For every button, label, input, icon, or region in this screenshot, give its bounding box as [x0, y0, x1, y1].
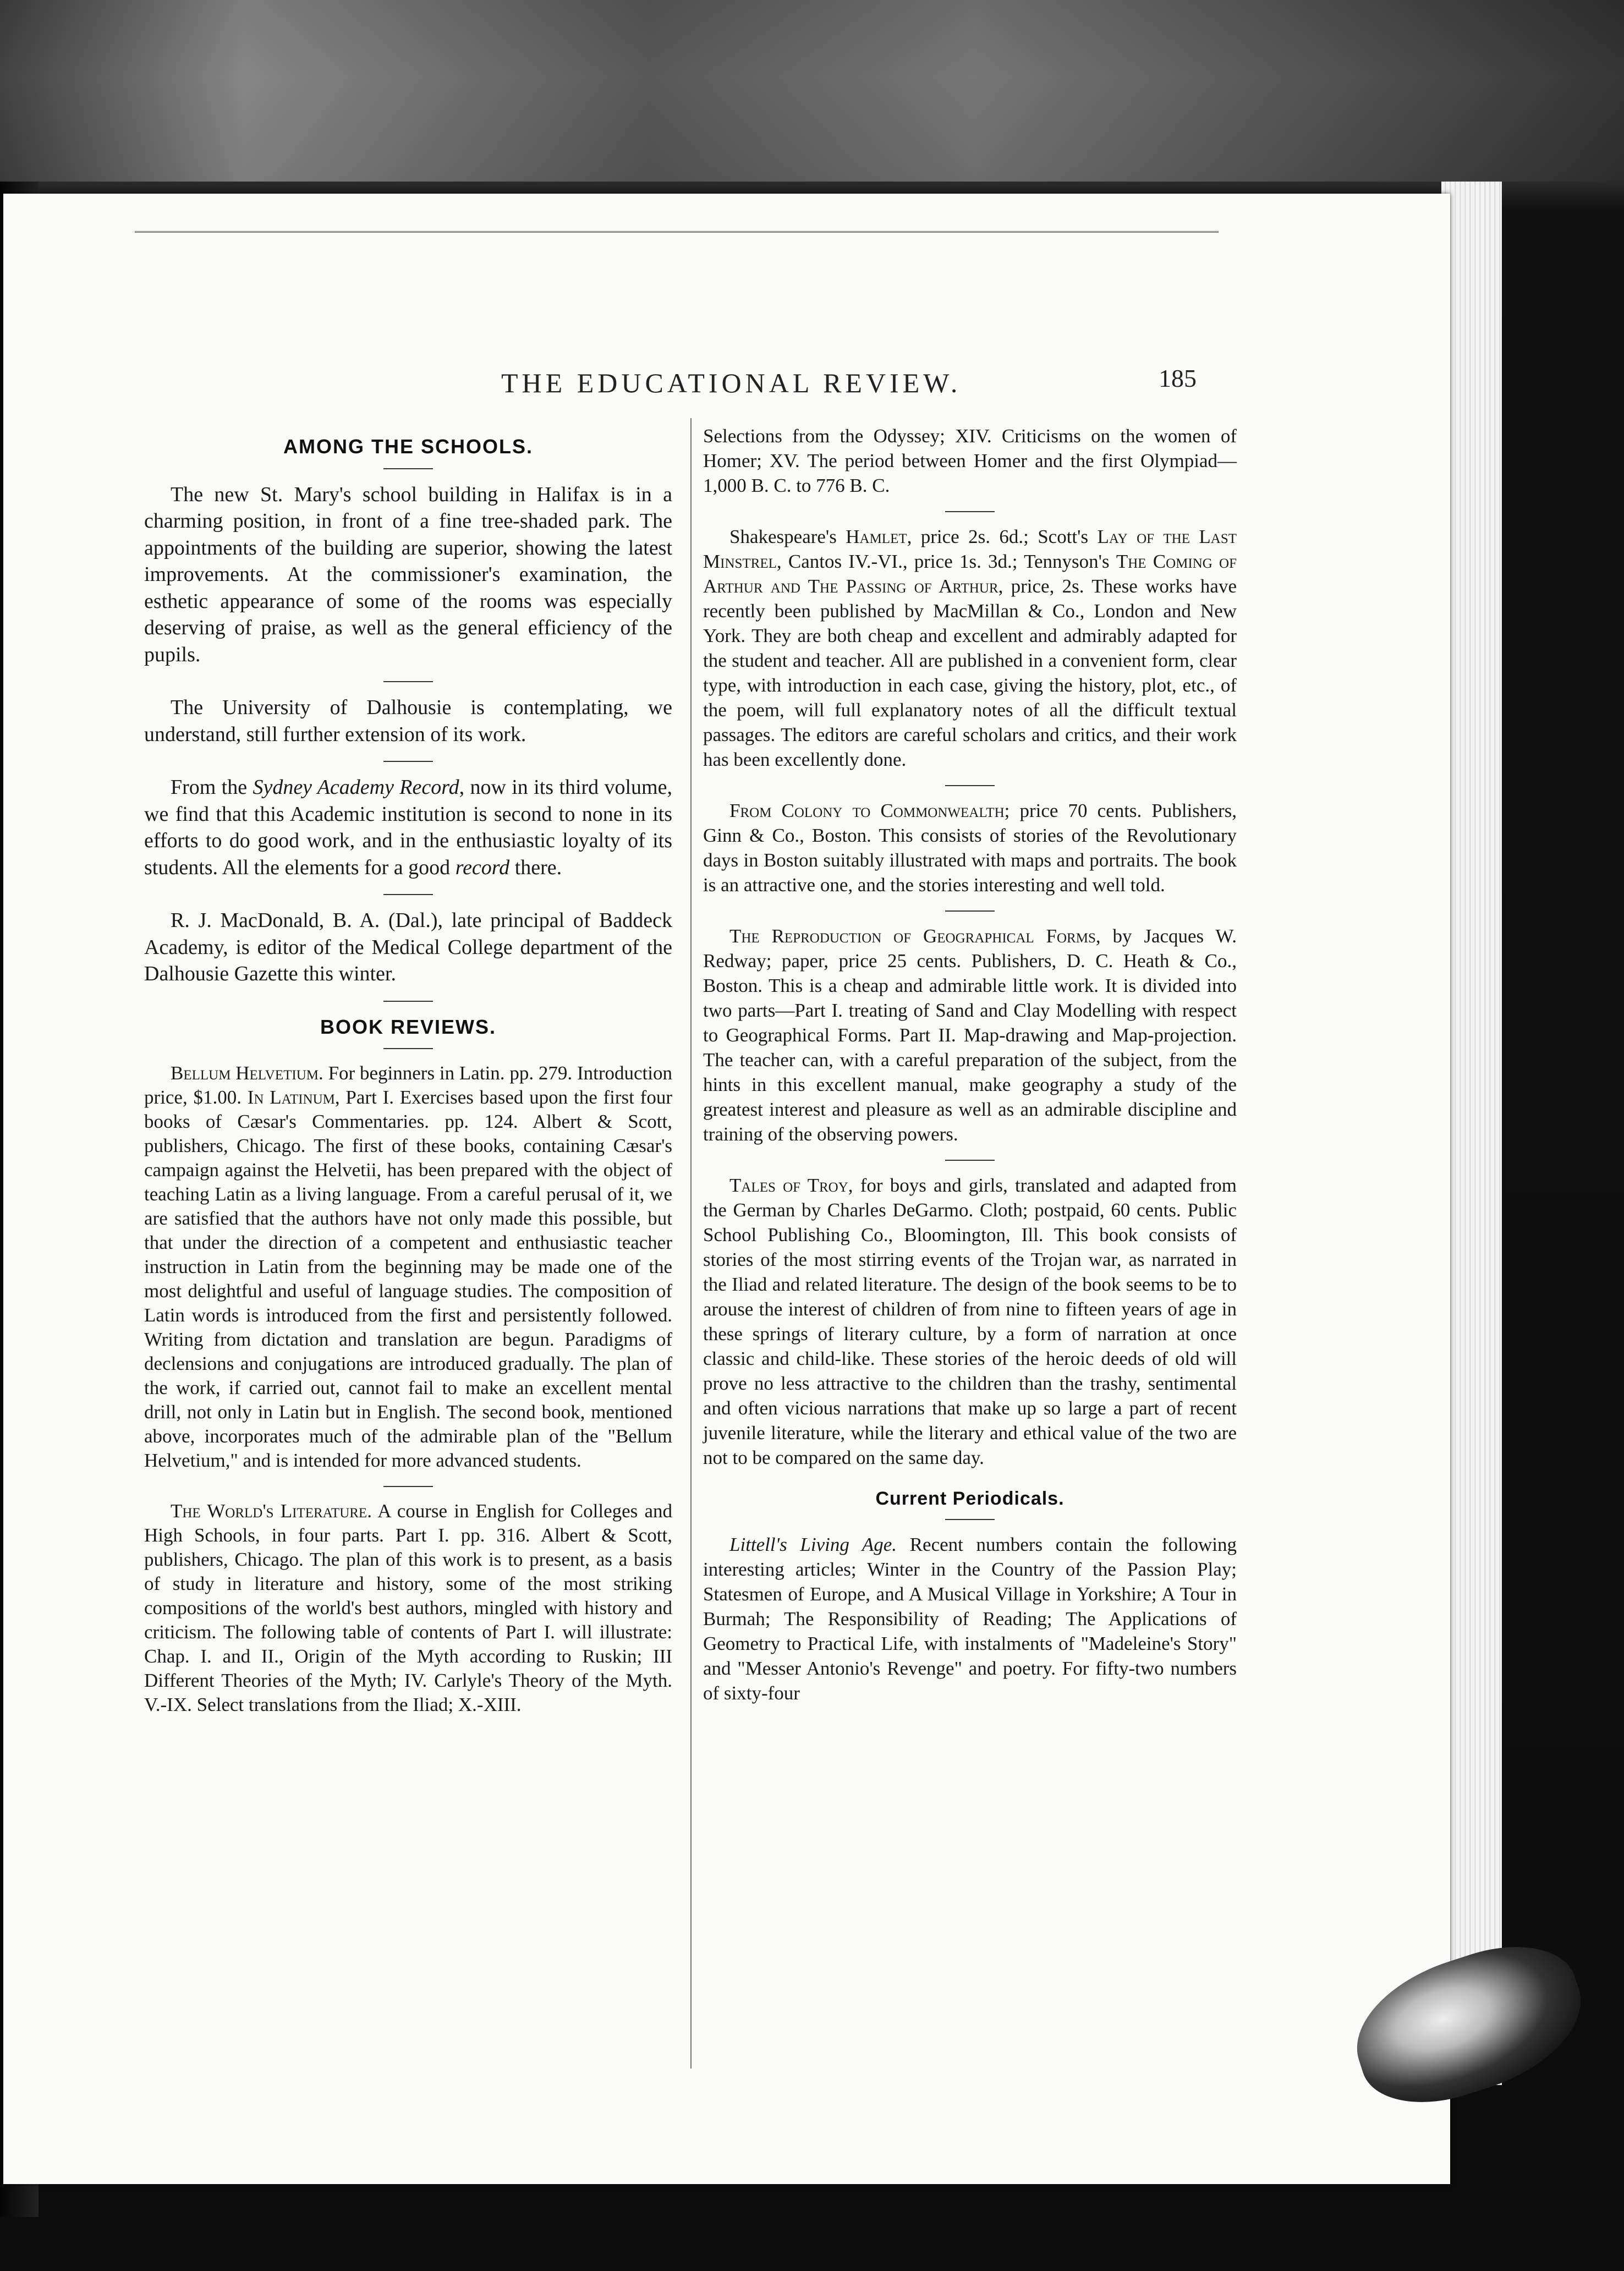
- littell-paragraph: Littell's Living Age. Recent numbers contain the following interesting articles; Winter in the Country of the Passion Play; Statesmen of Europe, and A Musical Village in Yorkshire; A Tour in Burmah; The Responsibility of Reading; The Applications of Geometry to Practical Life, with instalments of "Madeleine's Story" and "Messer Antonio's Revenge" and poetry. For fifty-two numbers of sixty-four: [703, 1534, 1237, 1704]
- sydney-paragraph: From the Sydney Academy Record, now in its third volume, we find that this Academic institution is second to none in its efforts to do good work, and in the enthusiastic loyalty of its students. All the elements for a good record there.: [144, 776, 672, 879]
- worlds-literature-review: The World's Literature. A course in English for Colleges and High Schools, in four parts. Part I. pp. 316. Albert & Scott, publishers, Chicago. The plan of this work is to present, as a basis of study in literature and history, some of the most striking compositions of the world's best authors, mingled with history and criticism. The following table of contents of Part I. will illustrate: Chap. I. and II., Origin of the Myth according to Ruskin; III Different Theories of the Myth; IV. Carlyle's Theory of the Myth. V.-IX. Select translations from the Iliad; X.-XIII.: [144, 1500, 672, 1715]
- colony-review: From Colony to Commonwealth; price 70 cents. Publishers, Ginn & Co., Boston. This consists of stories of the Revolutionary days in Boston suitably illustrated with maps and portraits. The book is an attractive one, and the stories interesting and well told.: [703, 800, 1237, 896]
- left-column: [144, 429, 672, 1730]
- item-rule: [945, 910, 995, 912]
- sydney-record-title: Sydney Academy Record: [253, 776, 459, 799]
- item-rule: [383, 761, 433, 762]
- continuation-paragraph: Selections from the Odyssey; XIV. Criticisms on the women of Homer; XV. The period between Homer and the first Olympiad—1,000 B. C. to 776 B. C.: [703, 425, 1237, 496]
- journal-title: THE EDUCATIONAL REVIEW.: [501, 367, 962, 398]
- item-rule: [945, 1160, 995, 1161]
- column-divider: [690, 418, 692, 2069]
- macdonald-paragraph: R. J. MacDonald, B. A. (Dal.), late principal of Baddeck Academy, is editor of the Medical College department of the Dalhousie Gazette this winter.: [144, 909, 672, 985]
- book-reviews-heading: BOOK REVIEWS.: [320, 1015, 497, 1038]
- item-rule: [945, 785, 995, 786]
- section-rule: [383, 1048, 433, 1049]
- troy-review: Tales of Troy, for boys and girls, translated and adapted from the German by Charles DeGarmo. Cloth; postpaid, 60 cents. Public School Publishing Co., Bloomington, Ill. This book consists of stories of the most stirring events of the Trojan war, as narrated in the Iliad and related literature. The design of the book seems to be to arouse the interest of children of from nine to fifteen years of age in these springs of literary culture, by a form of narration at once classic and child-like. These stories of the heroic deeds of old will prove no less attractive to the children than the trashy, sentimental and often vicious narrations that make up so large a part of recent juvenile literature, while the literary and ethical value of the two are not to be compared on the same day.: [703, 1175, 1237, 1468]
- item-rule: [945, 511, 995, 512]
- section-rule: [383, 468, 433, 469]
- section-rule: [383, 1001, 433, 1002]
- bellum-review: Bellum Helvetium. For beginners in Latin. pp. 279. Introduction price, $1.00. In Latinum, Part I. Exercises based upon the first four books of Cæsar's Commentaries. pp. 124. Albert & Scott, publishers, Chicago. The first of these books, containing Cæsar's campaign against the Helvetii, has been prepared with the object of teaching Latin as a living language. From a careful perusal of it, we are satisfied that the authors have not only made this possible, but that under the direction of a competent and enthusiastic teacher instruction in Latin from the beginning may be made one of the most delightful and useful of language studies. The composition of Latin words is introduced from the first and persistently followed. Writing from dictation and translation are begun. Paradigms of declensions and conjugations are introduced gradually. The plan of the work, if carried out, cannot fail to make an excellent mental drill, not only in Latin but in English. The second book, mentioned above, incorporates much of the admirable plan of the "Bellum Helvetium," and is intended for more advanced students.: [144, 1062, 673, 1471]
- current-periodicals-heading: Current Periodicals.: [875, 1488, 1065, 1509]
- section-rule: [945, 1519, 995, 1520]
- among-the-schools-heading: AMONG THE SCHOOLS.: [283, 435, 533, 458]
- top-dark-band: [0, 0, 1624, 182]
- item-rule: [383, 681, 433, 682]
- right-column: [703, 424, 1237, 1719]
- geography-review: The Reproduction of Geographical Forms, by Jacques W. Redway; paper, price 25 cents. Publishers, D. C. Heath & Co., Boston. This is a cheap and admirable little work. It is divided into two parts—Part I. treating of Sand and Clay Modelling with respect to Geographical Forms. Part II. Map-drawing and Map-projection. The teacher can, with a careful preparation of the subject, from the hints in this excellent manual, make geography a study of the greatest interest and pleasure as well as an admirable discipline and training of the observing powers.: [703, 925, 1237, 1145]
- item-rule: [383, 894, 433, 895]
- dalhousie-paragraph: The University of Dalhousie is contemplating, we understand, still further extension of its work.: [144, 696, 672, 746]
- header-rule: [135, 231, 1219, 233]
- page-number: 185: [1159, 364, 1197, 392]
- running-header: [3, 364, 1450, 400]
- shakespeare-review: Shakespeare's Hamlet, price 2s. 6d.; Scott's Lay of the Last Minstrel, Cantos IV.-VI., price 1s. 3d.; Tennyson's The Coming of Arthur and The Passing of Arthur, price, 2s. These works have recently been published by MacMillan & Co., London and New York. They are both cheap and excellent and admirably adapted for the student and teacher. All are published in a convenient form, clear type, with introduction in each case, giving the history, plot, etc., of the poem, will full explanatory notes of all the difficult textual passages. The editors are careful scholars and critics, and their work has been excellently done.: [703, 526, 1237, 770]
- st-marys-paragraph: The new St. Mary's school building in Halifax is in a charming position, in front of a fine tree-shaded park. The appointments of the building are superior, showing the latest improvements. At the commissioner's examination, the esthetic appearance of some of the rooms was especially deserving of praise, as well as the general efficiency of the pupils.: [144, 482, 672, 666]
- page-edge-stack: [1441, 182, 1502, 2085]
- item-rule: [383, 1486, 433, 1487]
